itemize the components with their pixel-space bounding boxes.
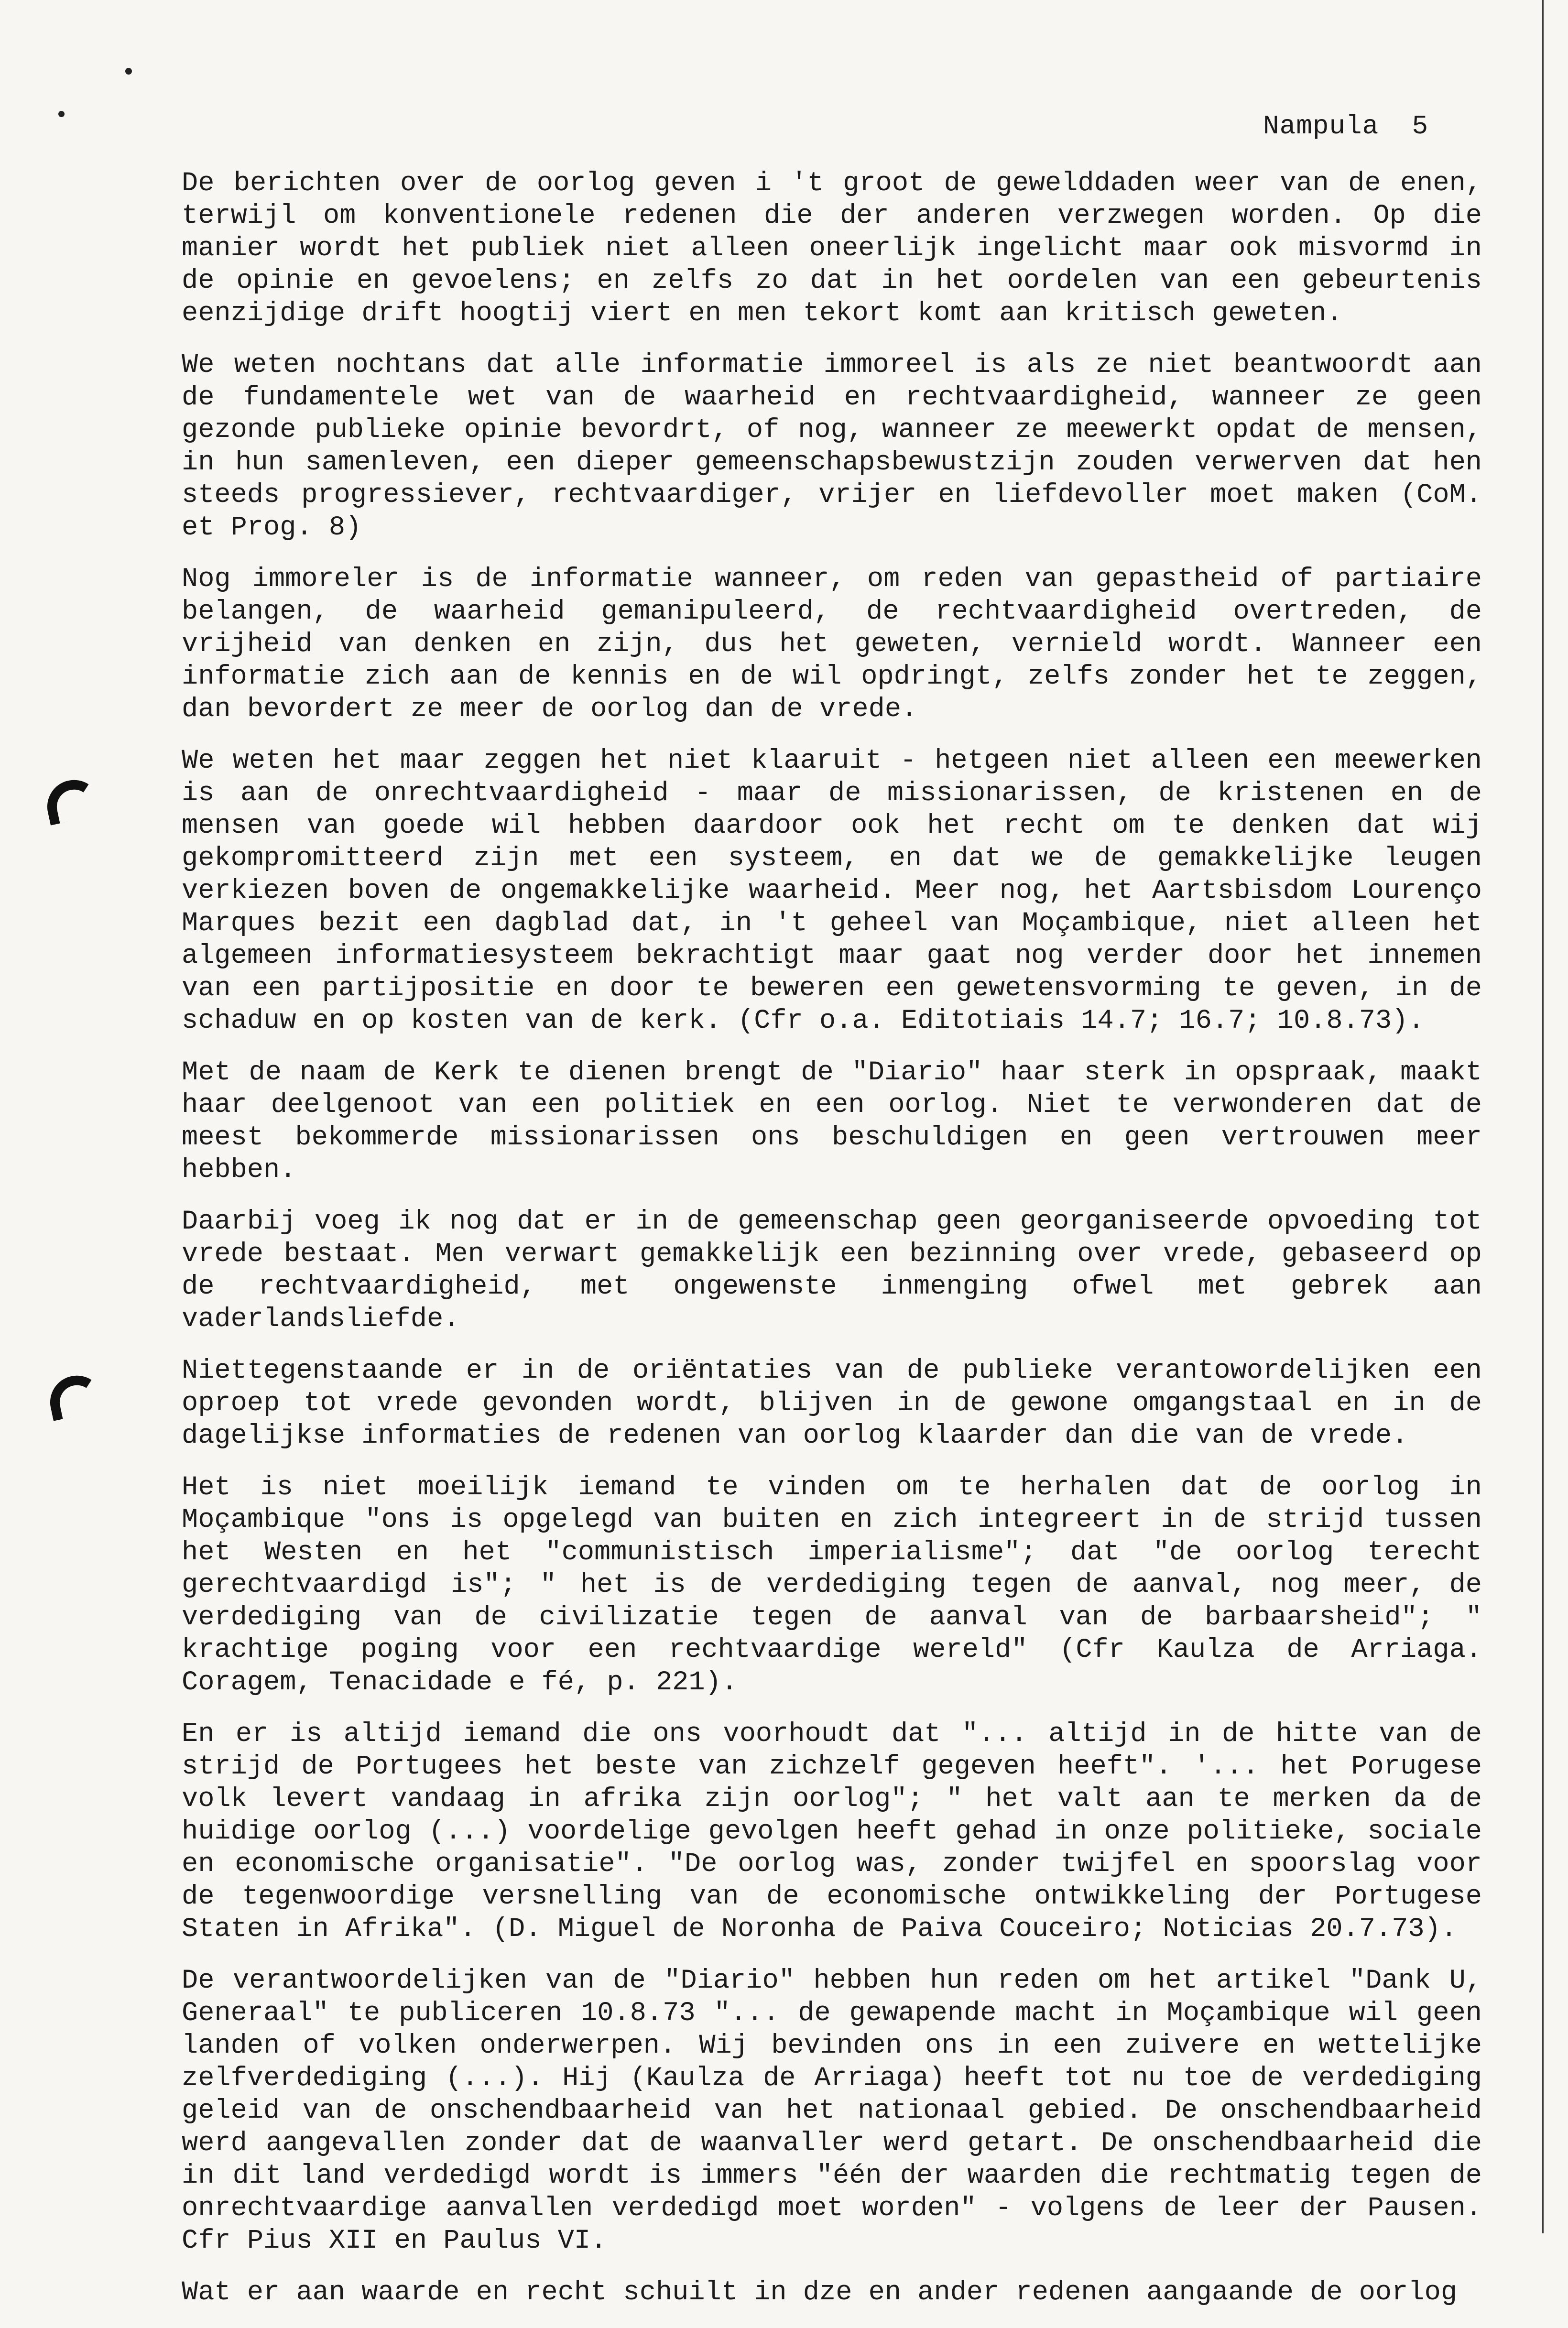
punch-hole-mark [45, 1371, 106, 1421]
paragraph: We weten het maar zeggen het niet klaaruit - hetgeen niet alleen een meewerken is aan de onrechtvaardigheid - maar de missionarissen, de kristenen en de mensen van goede wil hebben daardoor ook het recht om te denken dat wij gekompromitteerd zijn met een systeem, en dat we de gemakkelijke leugen verkiezen boven de ongemakkelijke waarheid. Meer nog, het Aartsbisdom Lourenço Marques bezit een dagblad dat, in 't geheel van Moçambique, niet alleen het algemeen informatiesysteem bekrachtigt maar gaat nog verder door het innemen van een partijpositie en door te beweren een gewetensvorming te geven, in de schaduw en op kosten van de kerk. (Cfr o.a. Editotiais 14.7; 16.7; 10.8.73). [182, 746, 1482, 1036]
punch-hole-mark [42, 775, 103, 825]
document-body [182, 167, 1482, 2328]
paragraph: Wat er aan waarde en recht schuilt in dze en ander redenen aangaande de oorlog [182, 2277, 1458, 2308]
ink-dot [58, 111, 65, 117]
paragraph: Niettegenstaande er in de oriëntaties van de publieke verantowordelijken een oproep tot vrede gevonden wordt, blijven in de gewone omgangstaal en in de dagelijkse informaties de redenen van oorlog klaarder dan die van de vrede. [182, 1356, 1482, 1451]
paragraph: Daarbij voeg ik nog dat er in de gemeenschap geen georganiseerde opvoeding tot vrede bestaat. Men verwart gemakkelijk een bezinning over vrede, gebaseerd op de rechtvaardigheid, met ongewenste inmenging ofwel met gebrek aan vaderlandsliefde. [182, 1207, 1482, 1335]
paragraph: We weten nochtans dat alle informatie immoreel is als ze niet beantwoordt aan de fundamentele wet van de waarheid en rechtvaardigheid, wanneer ze geen gezonde publieke opinie bevordrt, of nog, wanneer ze meewerkt opdat de mensen, in hun samenleven, een dieper gemeenschapsbewustzijn zouden verwerven dat hen steeds progressiever, rechtvaardiger, vrijer en liefdevoller moet maken (CoM. et Prog. 8) [182, 350, 1482, 543]
ink-dot [125, 68, 132, 75]
page-header [1263, 111, 1428, 141]
paragraph: Nog immoreler is de informatie wanneer, om reden van gepastheid of partiaire belangen, de waarheid gemanipuleerd, de rechtvaardigheid overtreden, de vrijheid van denken en zijn, dus het geweten, vernield wordt. Wanneer een informatie zich aan de kennis en de wil opdringt, zelfs zonder het te zeggen, dan bevordert ze meer de oorlog dan de vrede. [182, 564, 1482, 725]
paragraph: En er is altijd iemand die ons voorhoudt dat "... altijd in de hitte van de strijd de Portugees het beste van zichzelf gegeven heeft". '... het Porugese volk levert vandaag in afrika zijn oorlog"; " het valt aan te merken da de huidige oorlog (...) voordelige gevolgen heeft gehad in onze politieke, sociale en economische organisatie". "De oorlog was, zonder twijfel en spoorslag voor de tegenwoordige versnelling van de economische ontwikkeling der Portugese Staten in Afrika". (D. Miguel de Noronha de Paiva Couceiro; Noticias 20.7.73). [182, 1719, 1482, 1945]
header-page-number: 5 [1412, 111, 1429, 141]
paragraph: De verantwoordelijken van de "Diario" hebben hun reden om het artikel "Dank U, Generaal" te publiceren 10.8.73 "... de gewapende macht in Moçambique wil geen landen of volken onderwerpen. Wij bevinden ons in een zuivere en wettelijke zelfverdediging (...). Hij (Kaulza de Arriaga) heeft tot nu toe de verdediging geleid van de onschendbaarheid van het nationaal gebied. De onschendbaarheid werd aangevallen zonder dat de waanvaller werd getart. De onschendbaarheid die in dit land verdedigd wordt is immers "één der waarden die rechtmatig tegen de onrechtvaardige aanvallen verdedigd moet worden" - volgens de leer der Pausen. Cfr Pius XII en Paulus VI. [182, 1966, 1482, 2256]
paragraph: Met de naam de Kerk te dienen brengt de "Diario" haar sterk in opspraak, maakt haar deelgenoot van een politiek en een oorlog. Niet te verwonderen dat de meest bekommerde missionarissen ons beschuldigen en geen vertrouwen meer hebben. [182, 1057, 1482, 1186]
paragraph: Het is niet moeilijk iemand te vinden om te herhalen dat de oorlog in Moçambique "ons is opgelegd van buiten en zich integreert in de strijd tussen het Westen en het "communistisch imperialisme"; dat "de oorlog terecht gerechtvaardigd is"; " het is de verdediging tegen de aanval, nog meer, de verdediging van de civilizatie tegen de aanval van de barbaarsheid"; " krachtige poging voor een rechtvaardige wereld" (Cfr Kaulza de Arriaga. Coragem, Tenacidade e fé, p. 221). [182, 1472, 1482, 1698]
scan-edge-line [1542, 0, 1544, 2233]
paragraph: De berichten over de oorlog geven i 't groot de gewelddaden weer van de enen, terwijl om konventionele redenen die der anderen verzwegen worden. Op die manier wordt het publiek niet alleen oneerlijk ingelicht maar ook misvormd in de opinie en gevoelens; en zelfs zo dat in het oordelen van een gebeurtenis eenzijdige drift hoogtij viert en men tekort komt aan kritisch geweten. [182, 168, 1482, 329]
header-place: Nampula [1263, 111, 1379, 141]
